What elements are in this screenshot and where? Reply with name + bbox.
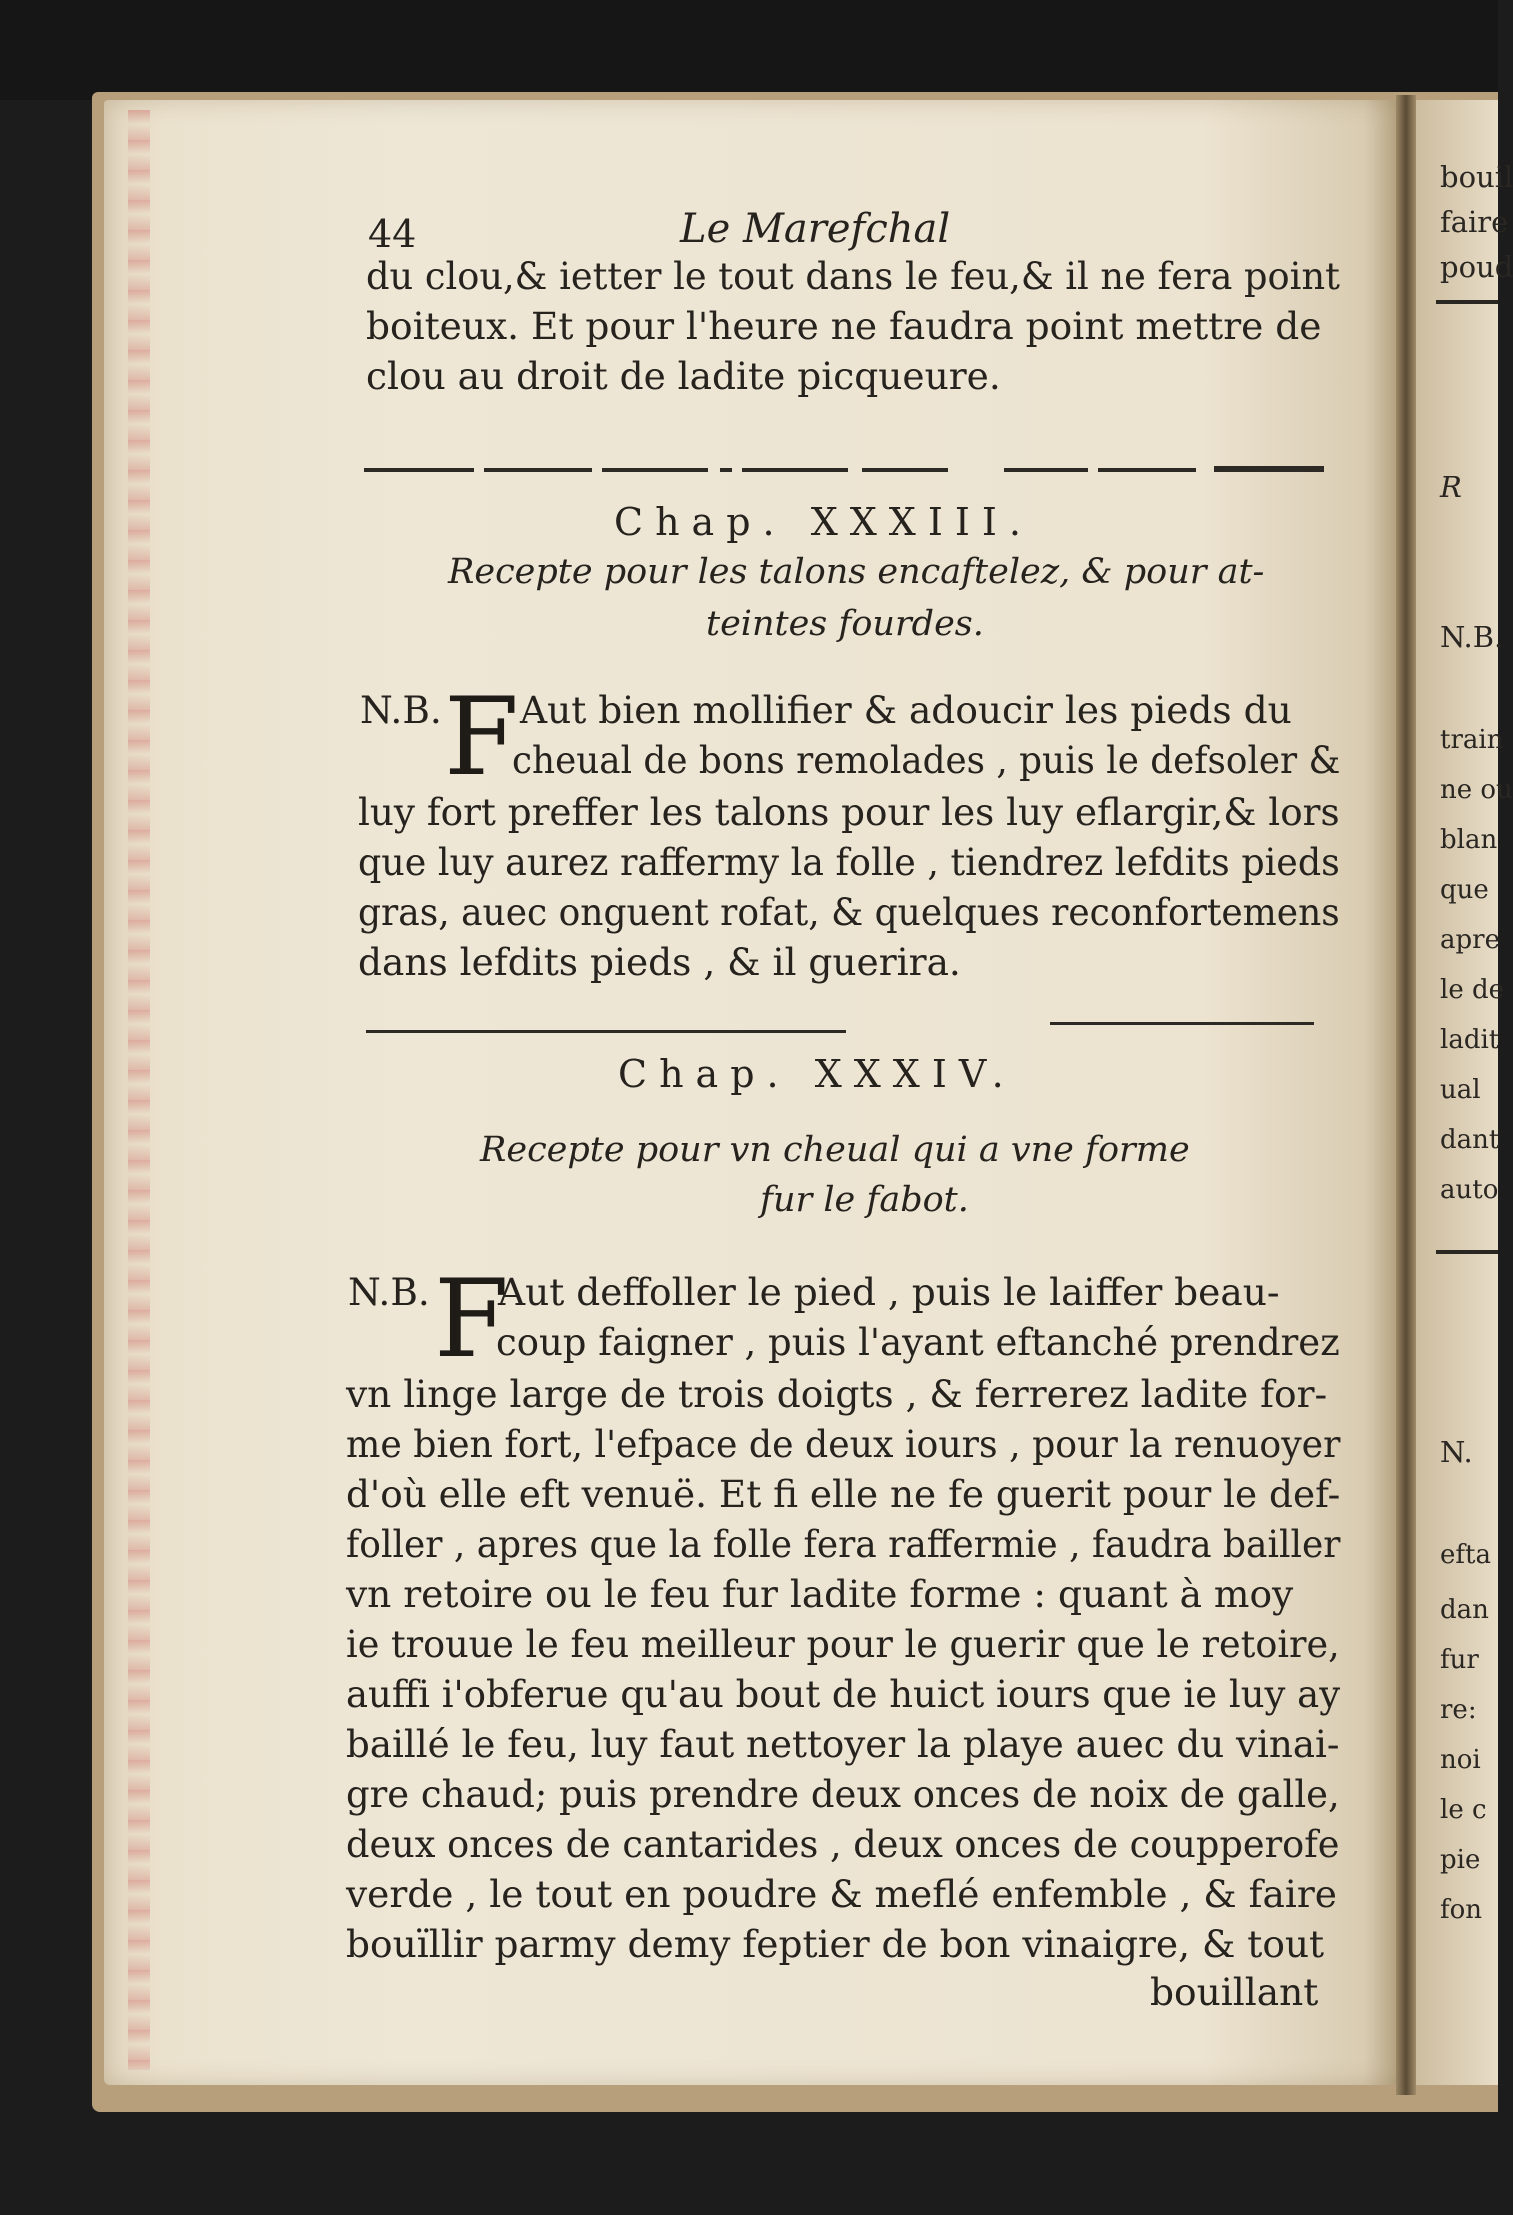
facing-word: N.B.: [1440, 620, 1504, 654]
facing-word: que: [1440, 875, 1489, 905]
separator-rule: [1214, 466, 1324, 472]
facing-word: apre: [1440, 925, 1500, 955]
facing-rule: [1436, 1250, 1498, 1254]
facing-word: ual: [1440, 1075, 1481, 1105]
facing-word: efta: [1440, 1540, 1491, 1570]
red-page-edge: [128, 110, 150, 2070]
facing-word: faire: [1440, 205, 1509, 239]
separator-rule: [484, 468, 592, 472]
facing-word: fon: [1440, 1895, 1483, 1925]
text-line: Aut deffoller le pied , puis le laiffer beau-: [498, 1270, 1280, 1314]
facing-word: N.: [1440, 1435, 1473, 1469]
text-line: d'où elle eft venuë. Et fi elle ne fe guerit pour le def-: [346, 1472, 1341, 1516]
text-line: dans lefdits pieds , & il guerira.: [358, 940, 961, 984]
text-line: gre chaud; puis prendre deux onces de noix de galle,: [346, 1772, 1340, 1816]
facing-word: blan: [1440, 825, 1498, 855]
chapter-heading: Chap. XXXIII.: [614, 500, 1033, 544]
text-line: auffi i'obferue qu'au bout de huict iours que ie luy ay: [346, 1672, 1341, 1716]
facing-word: train: [1440, 725, 1504, 755]
page-number: 44: [368, 212, 417, 256]
chapter-subtitle: fur le fabot.: [760, 1180, 969, 1220]
separator-rule: [1098, 468, 1196, 472]
text-line: coup faigner , puis l'ayant eftanché prendrez: [496, 1320, 1340, 1364]
separator-rule: [602, 468, 708, 472]
text-line: bouïllir parmy demy feptier de bon vinaigre, & tout: [346, 1922, 1325, 1966]
facing-word: le de: [1440, 975, 1504, 1005]
facing-word: dant: [1440, 1125, 1500, 1155]
text-line: verde , le tout en poudre & meflé enfemble , & faire: [346, 1872, 1337, 1916]
facing-word: noi: [1440, 1745, 1481, 1775]
nb-marker: N.B.: [348, 1270, 430, 1314]
nb-marker: N.B.: [360, 688, 442, 732]
facing-word: le c: [1440, 1795, 1487, 1825]
facing-word: poud: [1440, 250, 1513, 284]
text-line: foller , apres que la folle fera raffermie , faudra bailler: [346, 1522, 1341, 1566]
text-line: vn linge large de trois doigts , & ferrerez ladite for-: [346, 1372, 1328, 1416]
facing-word: dan: [1440, 1595, 1489, 1625]
text-line: Aut bien mollifier & adoucir les pieds du: [520, 688, 1292, 732]
separator-rule: [742, 468, 848, 472]
chapter-subtitle: Recepte pour vn cheual qui a vne forme: [480, 1130, 1190, 1170]
text-line: me bien fort, l'efpace de deux iours , pour la renuoyer: [346, 1422, 1341, 1466]
dark-backdrop: [0, 0, 1498, 100]
separator-rule: [1050, 1022, 1314, 1025]
facing-word: fur: [1440, 1645, 1479, 1675]
separator-rule: [720, 468, 732, 472]
drop-cap: F: [434, 1257, 509, 1382]
facing-word: ne ou: [1440, 775, 1513, 805]
text-line: clou au droit de ladite picqueure.: [366, 354, 1001, 398]
text-line: cheual de bons remolades , puis le defsoler &: [512, 738, 1341, 782]
text-line: que luy aurez raffermy la folle , tiendrez lefdits pieds: [358, 840, 1340, 884]
facing-word: auto: [1440, 1175, 1499, 1205]
catchword: bouillant: [1150, 1970, 1319, 2014]
book-gutter: [1396, 95, 1416, 2095]
chapter-subtitle: Recepte pour les talons encaftelez, & pour at-: [448, 552, 1265, 592]
facing-word: R: [1440, 470, 1462, 504]
separator-rule: [1004, 468, 1088, 472]
separator-rule: [366, 1030, 846, 1033]
text-line: deux onces de cantarides , deux onces de coupperofe: [346, 1822, 1340, 1866]
text-line: luy fort preffer les talons pour les luy eflargir,& lors: [358, 790, 1340, 834]
facing-word: bouil: [1440, 160, 1513, 194]
text-line: boiteux. Et pour l'heure ne faudra point mettre de: [366, 304, 1322, 348]
separator-rule: [862, 468, 948, 472]
text-line: baillé le feu, luy faut nettoyer la playe auec du vinai-: [346, 1722, 1340, 1766]
chapter-heading: Chap. XXXIV.: [618, 1052, 1016, 1096]
separator-rule: [364, 468, 474, 472]
running-title: Le Marefchal: [680, 206, 951, 252]
text-line: du clou,& ietter le tout dans le feu,& il ne fera point: [366, 254, 1340, 298]
facing-word: pie: [1440, 1845, 1481, 1875]
facing-word: re:: [1440, 1695, 1477, 1725]
facing-rule: [1436, 300, 1498, 304]
drop-cap: F: [444, 675, 519, 800]
facing-word: ladit: [1440, 1025, 1500, 1055]
text-line: gras, auec onguent rofat, & quelques reconfortemens: [358, 890, 1340, 934]
text-line: vn retoire ou le feu fur ladite forme : quant à moy: [346, 1572, 1294, 1616]
chapter-subtitle: teintes fourdes.: [706, 604, 984, 644]
facing-page-fragment: [1416, 100, 1513, 2085]
text-line: ie trouue le feu meilleur pour le guerir que le retoire,: [346, 1622, 1340, 1666]
